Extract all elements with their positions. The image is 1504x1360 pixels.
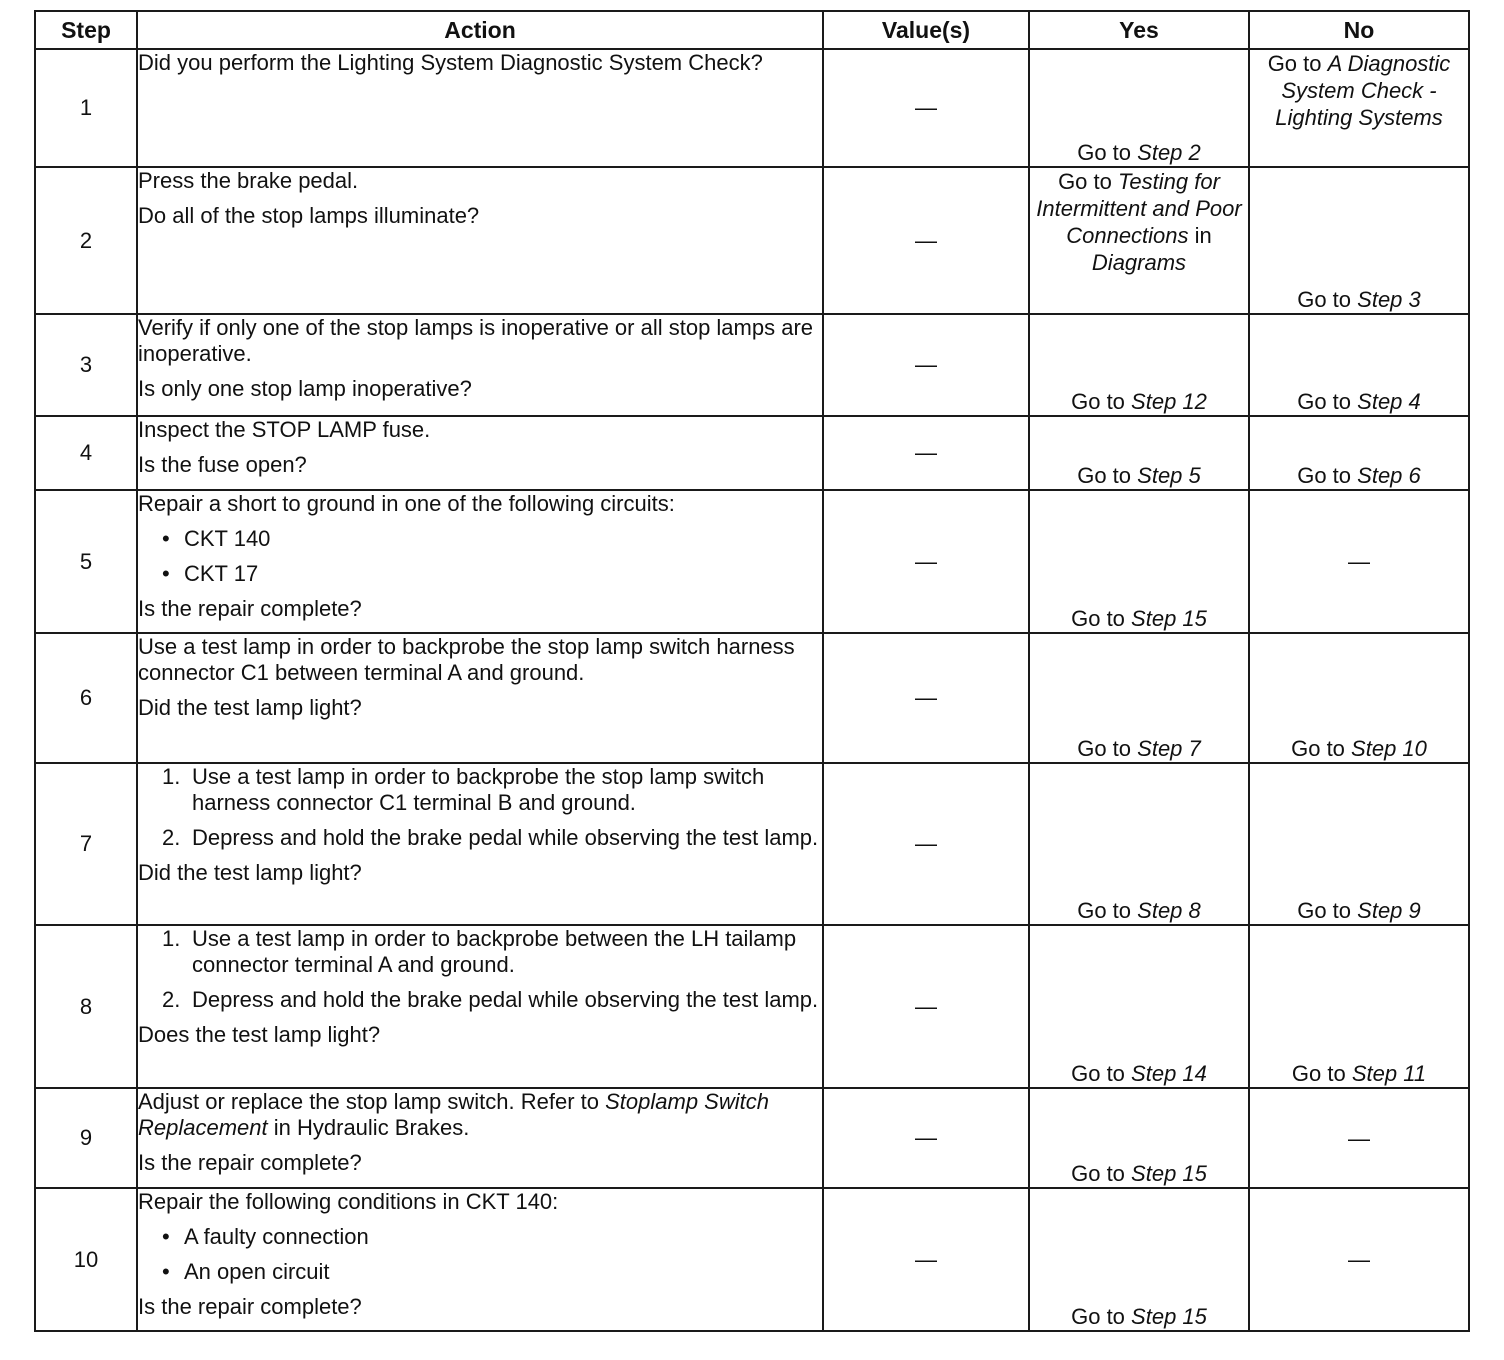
yes-prefix: Go to (1071, 1061, 1125, 1086)
yes-cell (1029, 49, 1249, 167)
no-link[interactable]: Step 9 (1357, 898, 1421, 923)
no-cell (1249, 49, 1469, 167)
item-text: Depress and hold the brake pedal while observing the test lamp. (192, 987, 819, 1012)
action-cell (137, 490, 823, 633)
bullet-icon: • (162, 1224, 170, 1249)
value-dash: — (915, 685, 937, 710)
yes-cell (1029, 167, 1249, 314)
value-cell (823, 416, 1029, 490)
action-cell (137, 925, 823, 1088)
table-row (35, 167, 1469, 314)
yes-cell (1029, 763, 1249, 925)
value-dash: — (915, 831, 937, 856)
item-number: 2. (162, 825, 181, 850)
no-prefix: Go to (1297, 463, 1352, 488)
action-text (138, 1089, 822, 1141)
action-cell (137, 1188, 823, 1331)
action-cell (137, 763, 823, 925)
bullet-item (138, 526, 822, 552)
no-dash: — (1348, 1125, 1370, 1151)
header-action: Action (137, 11, 823, 49)
action-text: Repair a short to ground in one of the following circuits: (138, 491, 675, 516)
item-number: 1. (162, 926, 181, 951)
action-cell (137, 314, 823, 416)
yes-link[interactable]: Step 12 (1131, 389, 1207, 414)
value-cell (823, 763, 1029, 925)
value-cell (823, 314, 1029, 416)
item-text: Depress and hold the brake pedal while observing the test lamp. (192, 825, 819, 850)
step-number: 7 (35, 763, 137, 925)
no-prefix: Go to (1297, 389, 1352, 414)
value-cell (823, 1188, 1029, 1331)
table-row (35, 1088, 1469, 1188)
yes-link[interactable]: Step 15 (1131, 1304, 1207, 1329)
yes-link[interactable]: Testing for Intermittent and Poor Connections (1036, 169, 1242, 248)
action-text-pre: Adjust or replace the stop lamp switch. Refer to (138, 1089, 599, 1114)
no-cell (1249, 167, 1469, 314)
value-cell (823, 633, 1029, 763)
step-number: 8 (35, 925, 137, 1088)
bullet-icon: • (162, 1259, 170, 1284)
table-row (35, 1188, 1469, 1331)
no-cell (1249, 925, 1469, 1088)
yes-cell (1029, 1188, 1249, 1331)
action-text: Did you perform the Lighting System Diagnostic System Check? (138, 50, 763, 75)
value-dash: — (915, 440, 937, 465)
action-question: Does the test lamp light? (138, 1022, 381, 1047)
header-values: Value(s) (823, 11, 1029, 49)
bullet-text: A faulty connection (184, 1224, 369, 1249)
yes-link[interactable]: Step 15 (1131, 606, 1207, 631)
no-link[interactable]: Step 6 (1357, 463, 1421, 488)
bullet-item (138, 561, 822, 587)
no-cell (1249, 763, 1469, 925)
value-dash: — (915, 227, 937, 253)
numbered-item (138, 926, 822, 978)
yes-cell (1029, 314, 1249, 416)
action-question: Is the repair complete? (138, 1150, 362, 1175)
numbered-item (138, 987, 822, 1013)
action-question: Did the test lamp light? (138, 860, 362, 885)
yes-cell (1029, 925, 1249, 1088)
action-text: Use a test lamp in order to backprobe the stop lamp switch harness connector C1 between terminal A and ground. (138, 634, 795, 685)
no-cell (1249, 633, 1469, 763)
bullet-item (138, 1224, 822, 1250)
no-prefix: Go to (1291, 736, 1345, 761)
no-cell (1249, 416, 1469, 490)
header-step: Step (35, 11, 137, 49)
no-prefix: Go to (1297, 287, 1352, 312)
step-number: 10 (35, 1188, 137, 1331)
action-cell (137, 633, 823, 763)
yes-mid: in (1194, 223, 1212, 248)
yes-link[interactable]: Step 14 (1131, 1061, 1207, 1086)
yes-prefix: Go to (1071, 606, 1125, 631)
action-question: Do all of the stop lamps illuminate? (138, 203, 480, 228)
yes-prefix: Go to (1077, 140, 1132, 165)
header-no: No (1249, 11, 1469, 49)
no-link[interactable]: Step 10 (1351, 736, 1427, 761)
no-cell (1249, 1088, 1469, 1188)
step-number: 5 (35, 490, 137, 633)
bullet-icon: • (162, 526, 170, 551)
item-number: 2. (162, 987, 181, 1012)
value-cell (823, 1088, 1029, 1188)
value-dash: — (915, 352, 937, 377)
action-question: Is the repair complete? (138, 596, 362, 621)
yes-link[interactable]: Step 5 (1137, 463, 1201, 488)
yes-link[interactable]: Step 8 (1137, 898, 1201, 923)
no-link[interactable]: Step 4 (1357, 389, 1421, 414)
diagnostic-table (34, 10, 1470, 1332)
value-dash: — (915, 548, 937, 574)
action-question: Did the test lamp light? (138, 695, 362, 720)
action-question: Is the fuse open? (138, 452, 307, 477)
item-text: Use a test lamp in order to backprobe between the LH tailamp connector terminal A and ground. (192, 926, 797, 977)
yes-prefix: Go to (1077, 736, 1132, 761)
yes-link[interactable]: Step 7 (1137, 736, 1201, 761)
action-cell (137, 167, 823, 314)
yes-prefix: Go to (1071, 1161, 1125, 1186)
step-number: 6 (35, 633, 137, 763)
numbered-item (138, 764, 822, 816)
item-number: 1. (162, 764, 181, 789)
no-link[interactable]: Step 3 (1357, 287, 1421, 312)
value-cell (823, 49, 1029, 167)
bullet-text: An open circuit (184, 1259, 330, 1284)
action-question: Is only one stop lamp inoperative? (138, 376, 472, 401)
action-text: Verify if only one of the stop lamps is inoperative or all stop lamps are inoperative. (138, 315, 814, 366)
yes-cell (1029, 633, 1249, 763)
action-cell (137, 416, 823, 490)
step-number: 1 (35, 49, 137, 167)
item-text: Use a test lamp in order to backprobe the stop lamp switch harness connector C1 terminal B and ground. (192, 764, 765, 815)
yes-prefix: Go to (1077, 898, 1132, 923)
yes-prefix: Go to (1071, 389, 1125, 414)
yes-prefix: Go to (1077, 463, 1132, 488)
step-number: 3 (35, 314, 137, 416)
action-cell (137, 1088, 823, 1188)
no-cell (1249, 490, 1469, 633)
no-link[interactable]: Step 11 (1351, 1061, 1427, 1086)
step-number: 9 (35, 1088, 137, 1188)
action-text: Repair the following conditions in CKT 140: (138, 1189, 559, 1214)
yes-cell (1029, 1088, 1249, 1188)
header-yes: Yes (1029, 11, 1249, 49)
value-cell (823, 167, 1029, 314)
no-prefix: Go to (1297, 898, 1352, 923)
value-dash: — (915, 1246, 937, 1272)
header-row (35, 11, 1469, 49)
value-dash: — (915, 993, 937, 1019)
bullet-text: CKT 17 (184, 561, 259, 586)
table-row (35, 633, 1469, 763)
yes-link-secondary[interactable]: Diagrams (1091, 250, 1187, 275)
no-dash: — (1348, 549, 1370, 574)
bullet-text: CKT 140 (184, 526, 271, 551)
action-cell (137, 49, 823, 167)
action-text-post: in Hydraulic Brakes. (273, 1115, 470, 1140)
no-cell (1249, 314, 1469, 416)
value-dash: — (915, 1125, 937, 1150)
table-row (35, 416, 1469, 490)
no-link[interactable]: A Diagnostic System Check - Lighting Systems (1275, 51, 1451, 130)
action-text: Inspect the STOP LAMP fuse. (138, 417, 431, 442)
table-row (35, 490, 1469, 633)
action-reference-link[interactable]: Stoplamp Switch Replacement (138, 1089, 769, 1140)
no-dash: — (1348, 1247, 1370, 1272)
yes-link[interactable]: Step 2 (1137, 140, 1201, 165)
yes-prefix: Go to (1071, 1304, 1125, 1329)
bullet-item (138, 1259, 822, 1285)
value-cell (823, 925, 1029, 1088)
table-row (35, 314, 1469, 416)
table-row (35, 763, 1469, 925)
table-row (35, 925, 1469, 1088)
no-cell (1249, 1188, 1469, 1331)
step-number: 4 (35, 416, 137, 490)
no-prefix: Go to (1291, 1061, 1346, 1086)
bullet-icon: • (162, 561, 170, 586)
yes-link[interactable]: Step 15 (1131, 1161, 1207, 1186)
action-text: Press the brake pedal. (138, 168, 359, 193)
yes-cell (1029, 416, 1249, 490)
table-row (35, 49, 1469, 167)
value-dash: — (915, 95, 937, 120)
value-cell (823, 490, 1029, 633)
yes-cell (1029, 490, 1249, 633)
action-question: Is the repair complete? (138, 1294, 362, 1319)
no-prefix: Go to (1267, 51, 1322, 76)
yes-prefix: Go to (1058, 169, 1112, 194)
numbered-item (138, 825, 822, 851)
step-number: 2 (35, 167, 137, 314)
